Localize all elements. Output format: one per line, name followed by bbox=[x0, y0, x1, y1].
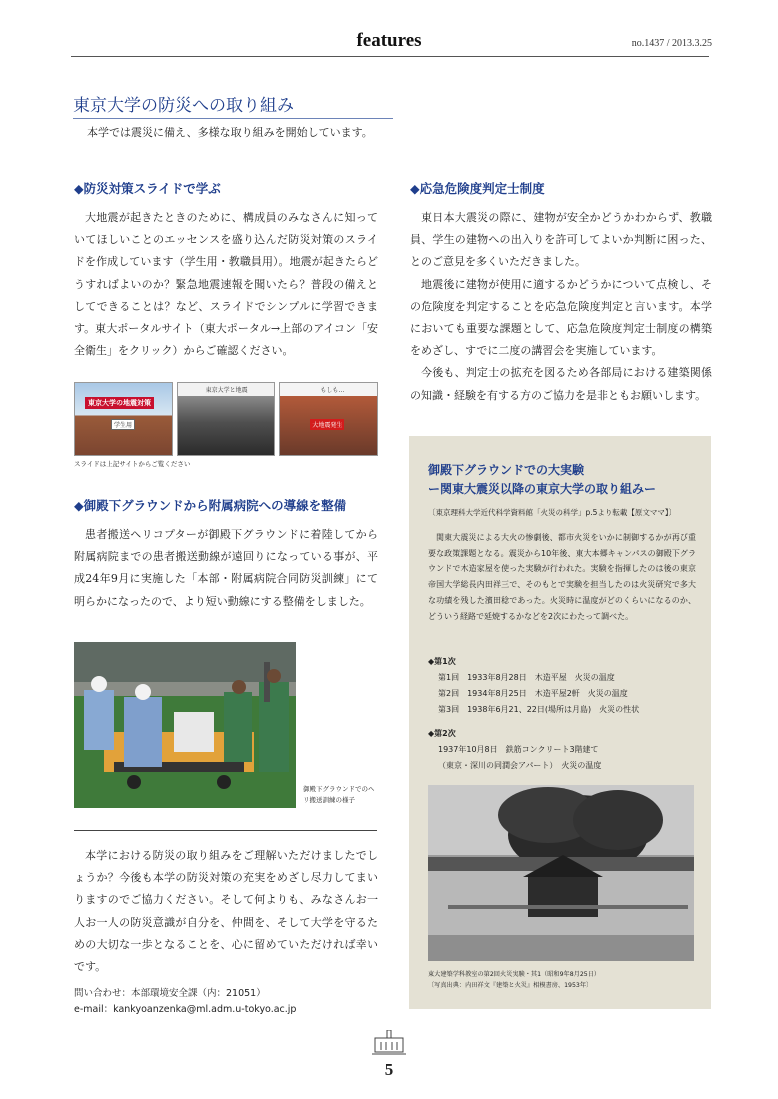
title-underline bbox=[73, 118, 393, 119]
thumbnail-caption: スライドは上記サイトからご覧ください bbox=[74, 460, 191, 468]
sidebar-title-line2: ー関東大震災以降の東京大学の取り組みー bbox=[428, 482, 657, 496]
judge-paragraph-2: 地震後に建物が使用に適するかどうかについて点検し、その危険度を判定することを応急危険度判定と言います。本学においても重要な課題として、応急危険度判定士制度の構築をめざし、すでに二度の講習会を実施しています。 bbox=[410, 277, 712, 358]
judge-body bbox=[410, 207, 712, 407]
section-title: features bbox=[356, 30, 422, 51]
thumb2-label: 東京大学と地震 bbox=[205, 387, 248, 394]
sidebar-title bbox=[428, 461, 708, 499]
sidebar-source: 〔東京理科大学近代科学資料館「火災の科学」p.5より転載【原文ママ】〕 bbox=[428, 508, 677, 517]
drill-photo-illustration bbox=[74, 642, 296, 808]
drill-photo-caption: 御殿下グラウンドでのヘリ搬送訓練の様子 bbox=[303, 785, 375, 804]
header-rule bbox=[71, 56, 709, 57]
second-round-item: （東京・深川の同潤会アパート） 火災の温度 bbox=[438, 761, 602, 770]
judge-paragraph-3: 今後も、判定士の拡充を図るため各部局における建築関係の知識・経験を有する方のご協力を是非ともお願いします。 bbox=[410, 366, 712, 402]
sidebar-body bbox=[428, 530, 696, 624]
second-round-item: 1937年10月8日 鉄筋コンクリート3階建て bbox=[438, 745, 599, 754]
closing-paragraph: 本学における防災の取り組みをご理解いただけましたでしょうか？今後も本学の防災対策の充実をめざし尽力してまいりますのでご協力ください。そして何よりも、みなさんお一人お一人の防災意識が自分を、仲間を、そして大学を守るための大切な一歩となることを、心に留めていただければ幸いです。 bbox=[74, 849, 378, 974]
first-round-item: 第1回 1933年8月28日 木造平屋 火災の温度 bbox=[438, 673, 615, 682]
contact-email[interactable]: e-mail：kankyoanzenka@ml.adm.u-tokyo.ac.jp bbox=[74, 1004, 297, 1015]
sidebar-title-line1: 御殿下グラウンドでの大実験 bbox=[428, 463, 585, 477]
issue-number: no.1437 / 2013.3.25 bbox=[631, 38, 712, 49]
fire-photo-caption-line2: 〔写真出典：内田祥文『建築と火災』相模書房、1953年〕 bbox=[428, 982, 593, 989]
thumb3-sign: 大地震発生 bbox=[310, 419, 344, 430]
slide-thumbnail-3 bbox=[279, 382, 378, 456]
first-round-item: 第3回 1938年6月21、22日(場所は月島) 火災の性状 bbox=[438, 705, 640, 714]
fire-photo-illustration bbox=[428, 785, 694, 961]
judge-paragraph-1: 東日本大震災の際に、建物が安全かどうかわからず、教職員、学生の建物への出入りを許可してよいか判断に困った、とのご意見を多くいただきました。 bbox=[410, 211, 712, 269]
judge-heading: ◆応急危険度判定士制度 bbox=[410, 181, 545, 196]
route-body bbox=[74, 524, 378, 613]
slide-thumbnail-1 bbox=[74, 382, 173, 456]
slide-thumbnail-2 bbox=[177, 382, 276, 456]
helicopter-drill-photo bbox=[74, 642, 296, 808]
sidebar-paragraph: 関東大震災による大火の惨劇後、都市火災をいかに制御するかが再び重要な政策課題となる。震災から10年後、東大本郷キャンパスの御殿下グラウンドで木造家屋を使った実験が行われた。実験を指揮したのは後の東京帝国大学総長内田祥三で、そのもとで実験を担当したのは火災研究で多大な功績を残した濱田稔であった。火災時に温度がどのくらいになるのか、どういう経路で延焼するかなどを2次にわたって調べた。 bbox=[428, 533, 696, 621]
page-number: 5 bbox=[384, 1060, 394, 1079]
fire-photo-caption-line1: 東大建築学科教室の第2回火災実験・其1（昭和9年8月25日） bbox=[428, 971, 601, 978]
slide-thumbnails bbox=[74, 382, 378, 456]
thumb1-badge: 学生用 bbox=[111, 419, 135, 430]
closing-body bbox=[74, 845, 378, 978]
university-emblem-icon bbox=[372, 1030, 406, 1060]
contact-info: 問い合わせ：本部環境安全課（内：21051） bbox=[74, 988, 266, 999]
slides-paragraph: 大地震が起きたときのために、構成員のみなさんに知っていてほしいことのエッセンスを盛り込んだ防災対策のスライドを作成しています（学生用・教職員用）。地震が起きたらどうすればよいのか？緊急地震速報を聞いたら？普段の備えとしてできることは？など、スライドでシンプルに学習できます。東大ポータルサイト（東大ポータル→上部のアイコン「安全衛生」をクリック）からご確認ください。 bbox=[74, 211, 378, 358]
slides-body bbox=[74, 207, 378, 362]
fire-experiment-photo bbox=[428, 785, 694, 961]
second-round-heading: ◆第2次 bbox=[428, 729, 456, 738]
article-intro: 本学では震災に備え、多様な取り組みを開始しています。 bbox=[87, 126, 373, 139]
article-title: 東京大学の防災への取り組み bbox=[73, 96, 294, 116]
thumb1-label: 東京大学の地震対策 bbox=[85, 397, 154, 409]
fire-photo-caption bbox=[428, 969, 600, 991]
route-paragraph: 患者搬送ヘリコプターが御殿下グラウンドに着陸してから附属病院までの患者搬送動線が遠回りになっている事が、平成24年9月に実施した「本部・附属病院合同防災訓練」にて明らかになったので、より短い動線にする整備をしました。 bbox=[74, 528, 378, 608]
thumb3-label: もしも… bbox=[320, 387, 345, 394]
slides-heading: ◆防災対策スライドで学ぶ bbox=[74, 181, 221, 196]
section-divider bbox=[74, 830, 377, 831]
first-round-item: 第2回 1934年8月25日 木造平屋2軒 火災の温度 bbox=[438, 689, 628, 698]
first-round-heading: ◆第1次 bbox=[428, 657, 456, 666]
route-heading: ◆御殿下グラウンドから附属病院への導線を整備 bbox=[74, 498, 347, 513]
